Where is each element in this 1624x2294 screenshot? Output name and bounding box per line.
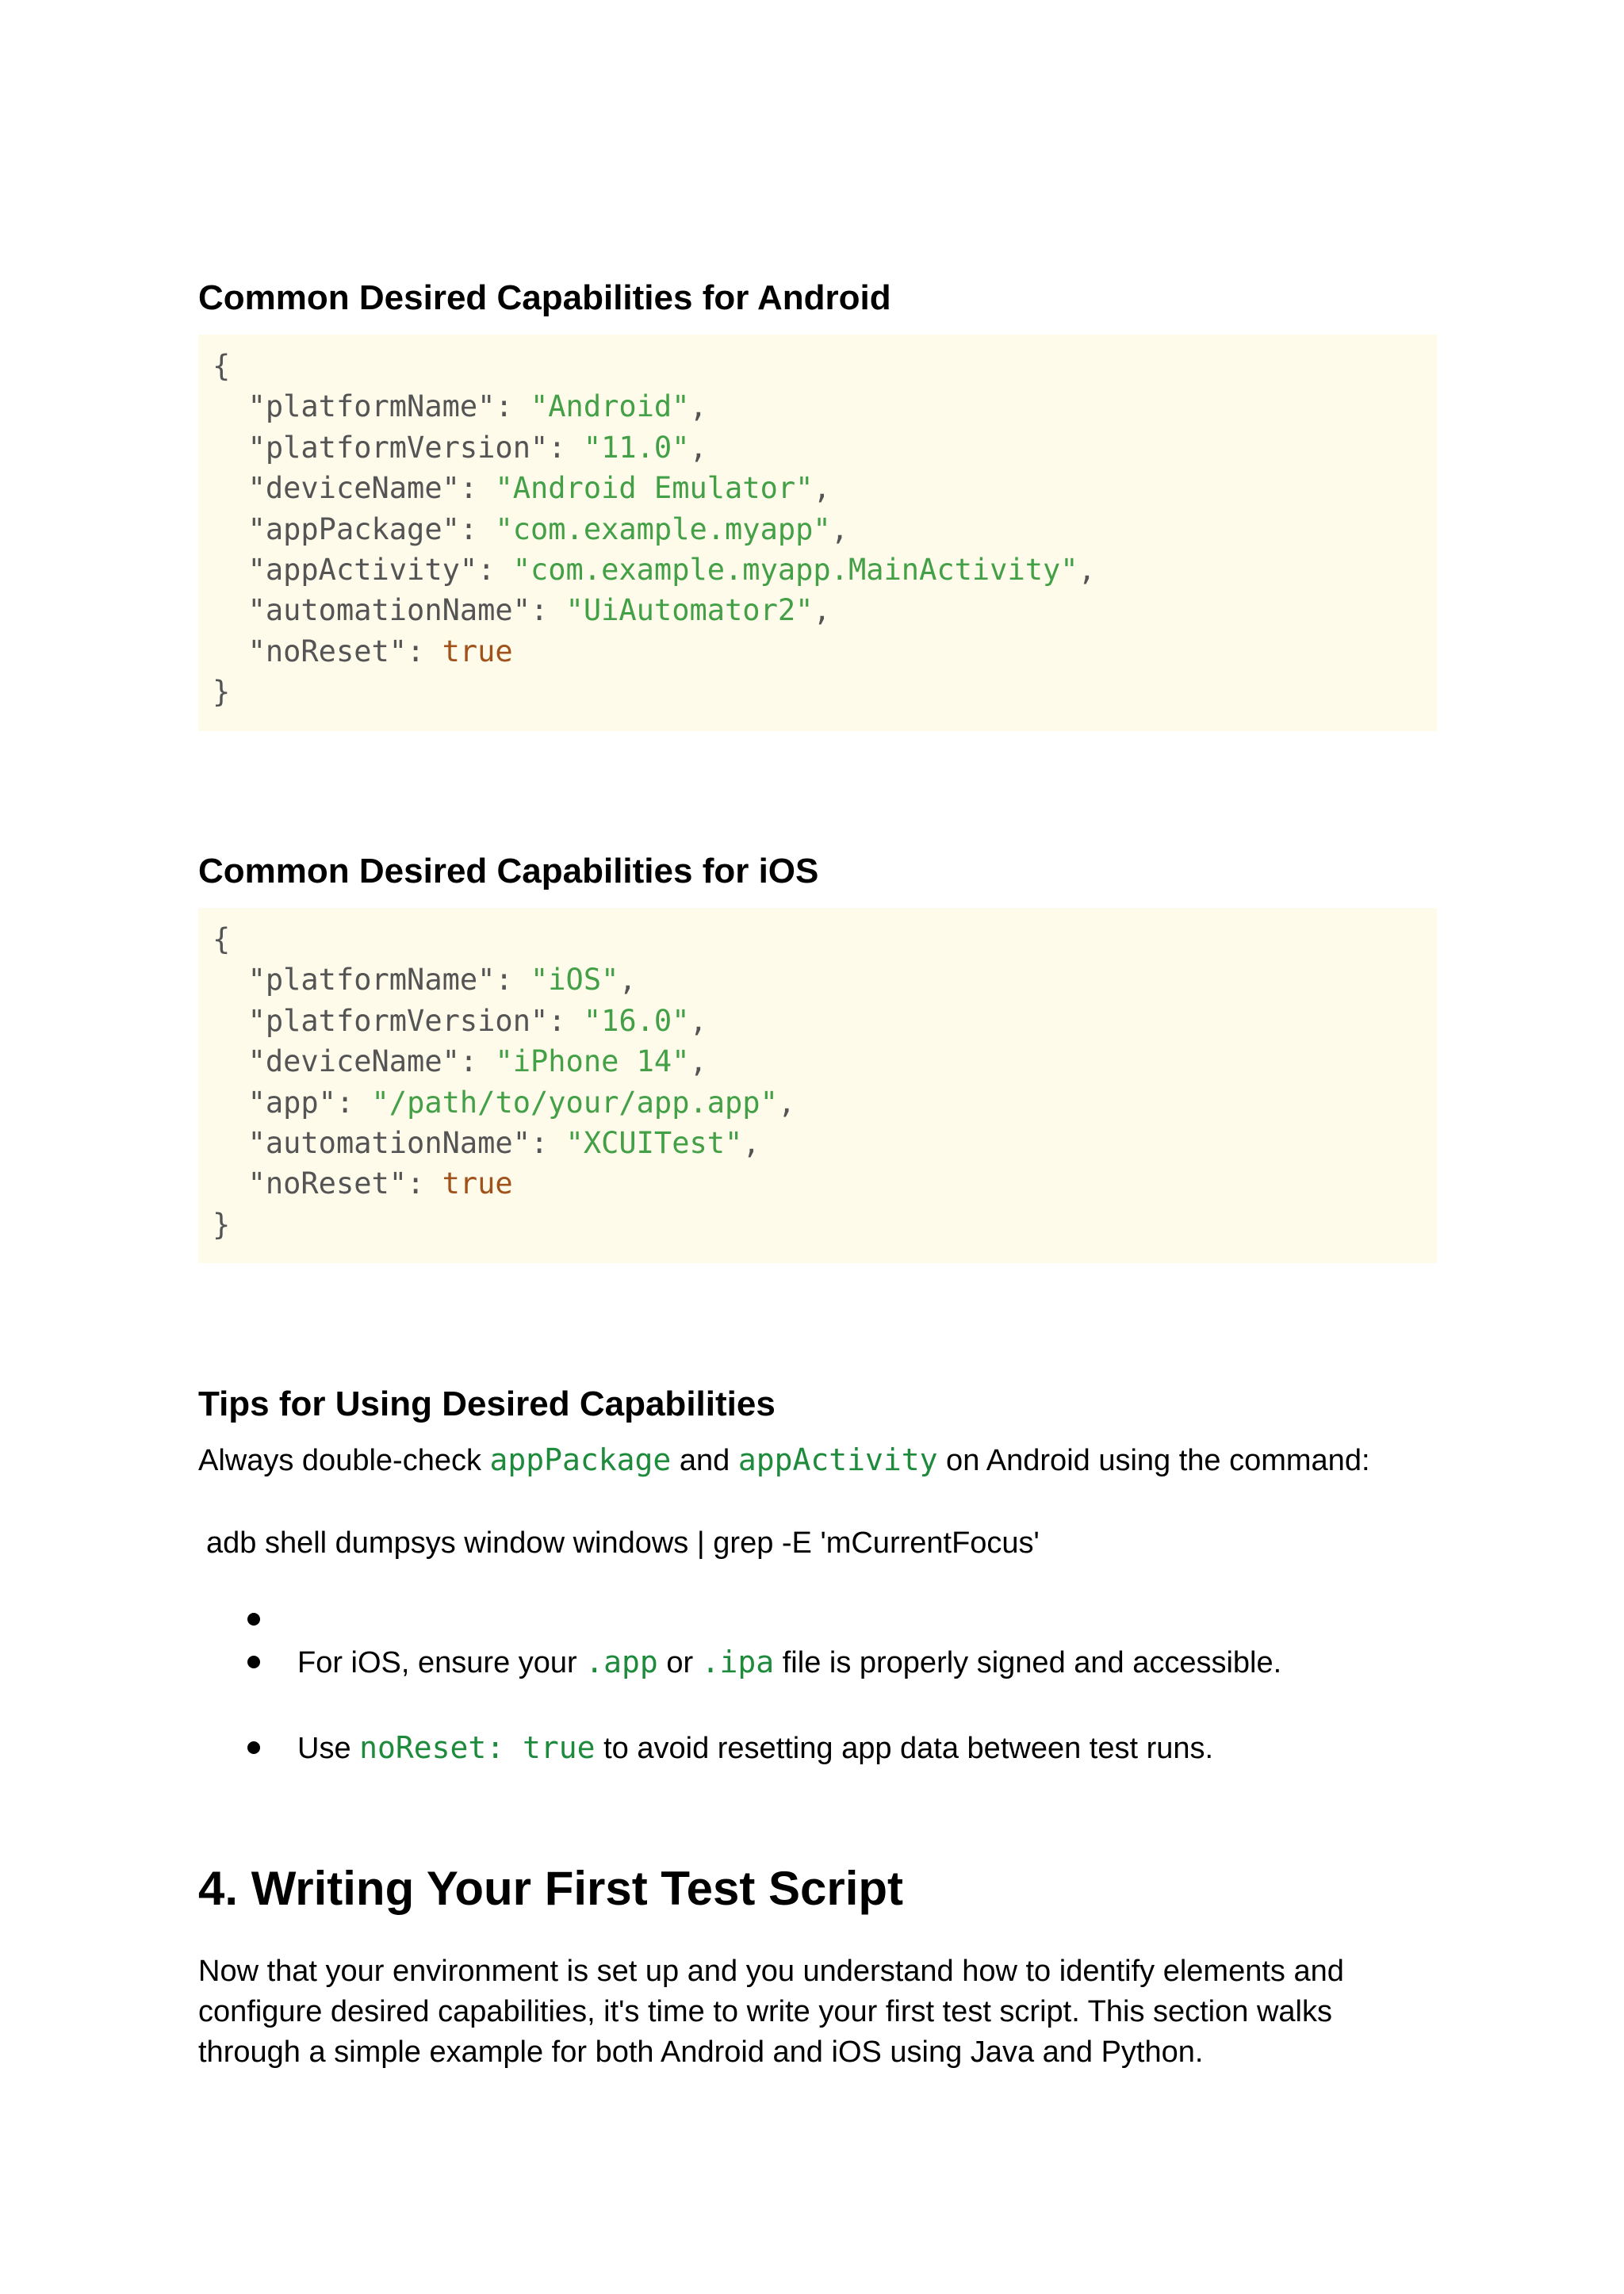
tips-intro-paragraph: Always double-check appPackage and appActivity on Android using the command: [198,1442,1370,1477]
paragraph-line: configure desired capabilities, it's time to write your first test script. This section walks [198,1995,1332,2028]
section-4-paragraph [198,1951,1467,2073]
bullet-icon [247,1741,260,1754]
bullet-icon [247,1656,260,1668]
code-line: "automationName": "XCUITest", [247,1125,760,1160]
section-4-heading: 4. Writing Your First Test Script [198,1862,904,1915]
bullet-icon [247,1613,260,1626]
ios-code-block [198,908,1437,1263]
code-line: "noReset": true [247,634,513,668]
code-open-brace: { [213,349,231,383]
tips-heading: Tips for Using Desired Capabilities [198,1384,776,1423]
bullet-text: Use noReset: true to avoid resetting app data between test runs. [297,1730,1214,1765]
code-line: "deviceName": "iPhone 14", [247,1044,707,1079]
code-line: "appActivity": "com.example.myapp.MainActivity", [247,552,1096,587]
android-capabilities-heading: Common Desired Capabilities for Android [198,278,891,317]
code-line: "platformVersion": "16.0", [247,1003,707,1038]
inline-code: appActivity [737,1442,938,1477]
bullet-text: For iOS, ensure your .app or .ipa file is properly signed and accessible. [297,1645,1282,1679]
ios-capabilities-heading: Common Desired Capabilities for iOS [198,852,819,890]
code-line: "appPackage": "com.example.myapp", [247,511,848,546]
code-close-brace: } [213,1207,231,1242]
code-line: "automationName": "UiAutomator2", [247,593,831,628]
code-close-brace: } [213,675,231,710]
android-code-block [198,335,1437,731]
inline-code: .ipa [701,1645,775,1679]
code-line: "noReset": true [247,1166,513,1201]
inline-code: noReset: true [359,1730,596,1765]
code-line: "platformVersion": "11.0", [247,430,707,465]
code-line: "app": "/path/to/your/app.app", [247,1085,796,1120]
code-open-brace: { [213,922,231,956]
code-line: "platformName": "Android", [247,389,707,424]
inline-code: appPackage [489,1442,672,1477]
paragraph-line: through a simple example for both Android and iOS using Java and Python. [198,2035,1204,2069]
inline-code: .app [585,1645,658,1679]
adb-command-text: adb shell dumpsys window windows | grep -E 'mCurrentFocus' [206,1526,1040,1560]
code-line: "platformName": "iOS", [247,963,637,998]
paragraph-line: Now that your environment is set up and you understand how to identify elements and [198,1955,1344,1988]
code-line: "deviceName": "Android Emulator", [247,471,831,506]
